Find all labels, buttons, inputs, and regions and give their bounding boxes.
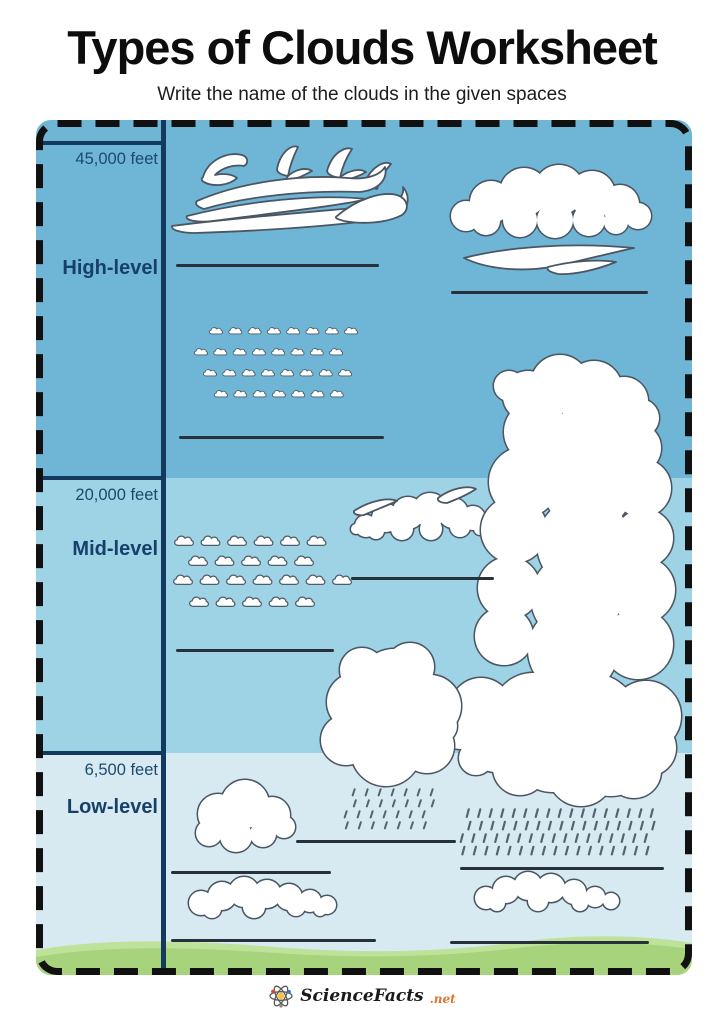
heavy-rain-icon bbox=[459, 808, 655, 856]
page-title: Types of Clouds Worksheet bbox=[67, 21, 657, 74]
answer-line-cirrus[interactable] bbox=[176, 264, 379, 267]
stratocumulus-cloud-illustration bbox=[475, 872, 619, 911]
cumulonimbus-cloud-illustration bbox=[439, 355, 681, 806]
page-subtitle: Write the name of the clouds in the given spaces bbox=[157, 84, 567, 105]
altitude-label-low: 6,500 feet bbox=[84, 761, 158, 779]
worksheet-canvas bbox=[36, 120, 692, 975]
rain-shower-cloud-illustration bbox=[321, 643, 461, 786]
answer-line-rain-shower[interactable] bbox=[296, 840, 456, 843]
answer-line-cirrocumulus[interactable] bbox=[179, 436, 384, 439]
cumulus-cloud-illustration bbox=[196, 780, 295, 852]
cirrostratus-cloud-illustration bbox=[451, 165, 651, 238]
answer-line-cumulonimbus[interactable] bbox=[460, 867, 664, 870]
scale-line-45000 bbox=[36, 141, 164, 145]
altostratus-cloud-illustration bbox=[351, 493, 495, 540]
altitude-label-mid: 20,000 feet bbox=[75, 486, 158, 504]
light-rain-icon bbox=[343, 788, 435, 830]
answer-line-cirrostratus[interactable] bbox=[451, 291, 648, 294]
answer-line-stratocumulus[interactable] bbox=[450, 941, 649, 944]
worksheet-frame bbox=[36, 120, 692, 975]
level-label-low: Low-level bbox=[66, 796, 158, 818]
atom-icon bbox=[268, 983, 294, 1009]
level-label-high: High-level bbox=[62, 257, 158, 279]
scale-line-20000 bbox=[36, 476, 164, 480]
brand-logo bbox=[0, 983, 724, 1009]
cirrus-cloud-illustration bbox=[172, 146, 408, 233]
answer-line-altostratus[interactable] bbox=[351, 577, 494, 580]
answer-line-stratus[interactable] bbox=[171, 939, 376, 942]
scale-line-6500 bbox=[36, 751, 164, 755]
stratus-cloud-illustration bbox=[189, 877, 336, 918]
level-label-mid: Mid-level bbox=[72, 538, 158, 560]
altocumulus-cloud-illustration bbox=[174, 536, 352, 606]
cirrocumulus-cloud-illustration bbox=[194, 328, 357, 397]
brand-name: ScienceFacts bbox=[300, 986, 424, 1006]
altitude-scale-axis bbox=[161, 120, 166, 975]
cirrostratus-wisp bbox=[464, 245, 634, 274]
brand-tld: .net bbox=[429, 992, 456, 1006]
answer-line-altocumulus[interactable] bbox=[176, 649, 334, 652]
answer-line-cumulus[interactable] bbox=[171, 871, 331, 874]
altitude-label-high: 45,000 feet bbox=[75, 150, 158, 168]
